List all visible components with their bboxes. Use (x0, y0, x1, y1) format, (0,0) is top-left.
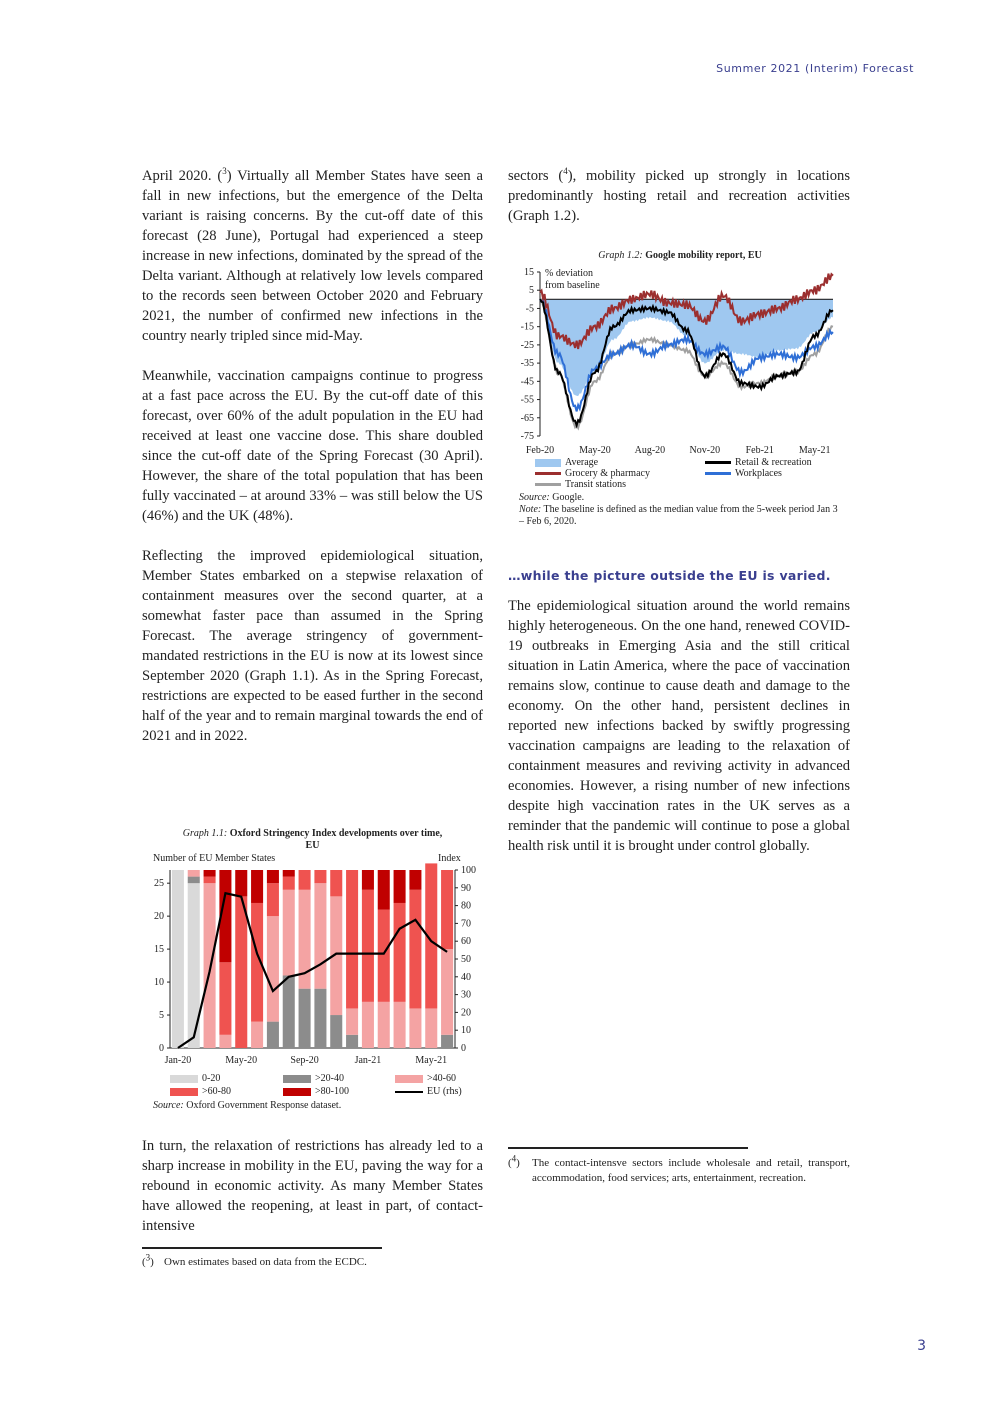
footnote-rule (142, 1247, 382, 1249)
y-tick-label: 5 (529, 285, 534, 297)
bar-segment (299, 989, 311, 1048)
bar-segment (362, 890, 374, 1002)
y-tick-label: 5 (159, 1010, 164, 1022)
paragraph: April 2020. ($^3$) Virtually all Member States have seen a fall in new infections, but the emergence of the Delta variant is raising concerns. By the cut-off date of this forecast (28 June), Portugal had experienced a steep increase in new infections, dominated by the spread of the Delta variant. Although at relatively low levels compared to the records seen between October 2020 and February 2021, the number of confirmed new infections in the country nearly tripled since mid-May. (142, 166, 483, 344)
bar-segment (283, 975, 295, 1048)
bar-segment (394, 1002, 406, 1048)
bar-segment (346, 1008, 358, 1034)
bar-segment (394, 903, 406, 1002)
legend-swatch (705, 472, 731, 475)
paragraph: sectors ($^4$), mobility picked up strongly in locations predominantly hosting retail and recreation activities (Graph 1.2). (508, 166, 850, 224)
y-tick-label: -75 (520, 431, 534, 442)
bar-segment (409, 890, 421, 1009)
y2-tick-label: 60 (461, 936, 471, 948)
bar-segment (219, 1035, 231, 1048)
legend-item: Workplaces (705, 468, 782, 480)
bar-segment (267, 1022, 279, 1048)
bar-segment (441, 870, 453, 949)
y2-tick-label: 80 (461, 900, 471, 912)
bar-segment (330, 870, 342, 896)
graph1-legend (170, 1073, 470, 1099)
graph1-title: Graph 1.1: Oxford Stringency Index developments over time, EU (182, 828, 443, 851)
running-header: Summer 2021 (Interim) Forecast (716, 62, 914, 75)
x-tick-label: Sep-20 (290, 1055, 319, 1066)
legend-item: Transit stations (535, 479, 626, 491)
legend-swatch (395, 1075, 423, 1083)
legend-swatch (395, 1091, 423, 1093)
y2-tick-label: 100 (461, 865, 476, 876)
graph2-chart (508, 266, 843, 456)
legend-swatch (170, 1088, 198, 1096)
x-tick-label: Jan-20 (164, 1055, 192, 1066)
bar-segment (394, 870, 406, 903)
footnote-ref[interactable]: 4 (563, 166, 568, 177)
y-tick-label: 20 (154, 911, 164, 923)
bar-segment (330, 1015, 342, 1048)
x-tick-label: Aug-20 (634, 445, 666, 456)
legend-item: EU (rhs) (395, 1086, 462, 1098)
graph1-source: Source: Oxford Government Response dataset. (153, 1100, 342, 1111)
graph2-title: Graph 1.2: Google mobility report, EU (598, 250, 762, 261)
legend-swatch (283, 1075, 311, 1083)
legend-swatch (283, 1088, 311, 1096)
bar-segment (283, 890, 295, 976)
bar-segment (267, 916, 279, 1021)
bar-segment (267, 883, 279, 916)
x-tick-label: May-20 (225, 1055, 258, 1066)
paragraph: Reflecting the improved epidemiological situation, Member States embarked on a stepwise relaxation of containment measures over the second quarter, at a somewhat faster pace than assumed in the Spring Forecast. The average stringency of government-mandated restrictions in the EU is now at its lowest since September 2020 (Graph 1.1). As in the Spring Forecast, restrictions are expected to be eased further in the second half of the year and to remain marginal towards the end of 2021 and in 2022. (142, 548, 483, 744)
y-tick-label: 15 (154, 944, 164, 956)
bar-segment (299, 870, 311, 890)
legend-swatch (170, 1075, 198, 1083)
bar-segment (235, 870, 247, 896)
graph1-chart (140, 862, 490, 1072)
bar-segment (219, 962, 231, 1035)
legend-item: >60-80 (170, 1086, 231, 1098)
graph1-left-axis-title: Number of EU Member States (153, 853, 276, 864)
bar-segment (409, 1008, 421, 1048)
bar-segment (378, 870, 390, 910)
legend-item: Grocery & pharmacy (535, 468, 650, 480)
bar-segment (378, 910, 390, 1002)
bar-segment (346, 870, 358, 1008)
legend-swatch (535, 459, 561, 467)
bar-segment (362, 870, 374, 890)
graph2-source: Source: Google. Note: The baseline is defined as the median value from the 5-week period Jan 3 – Feb 6, 2020. (519, 492, 838, 527)
legend-swatch (535, 472, 561, 475)
bar-segment (314, 870, 326, 883)
x-tick-label: May-21 (798, 445, 831, 456)
y2-tick-label: 50 (461, 954, 471, 965)
y2-tick-label: 40 (461, 971, 471, 983)
bar-segment (441, 949, 453, 1035)
graph1-right-axis-title: Index (438, 853, 461, 864)
bar-segment (441, 1035, 453, 1048)
bar-segment (378, 1002, 390, 1048)
y2-tick-label: 30 (461, 989, 471, 1001)
footnote-3: ($^3$) Own estimates based on data from the ECDC. (142, 1252, 367, 1268)
bar-segment (362, 1002, 374, 1048)
right-column (508, 166, 850, 246)
y2-tick-label: 70 (461, 918, 471, 930)
x-tick-label: Nov-20 (689, 445, 721, 456)
y-tick-label: 0 (159, 1043, 164, 1054)
y2-tick-label: 10 (461, 1025, 471, 1037)
bar-segment (251, 1022, 263, 1048)
footnote-ref[interactable]: 3 (222, 166, 227, 177)
legend-item: >40-60 (395, 1073, 456, 1085)
legend-item: >80-100 (283, 1086, 349, 1098)
graph2-axis-note: % deviation from baseline (545, 268, 600, 291)
y-tick-label: -65 (520, 412, 534, 424)
bar-segment (172, 870, 184, 1048)
legend-item: 0-20 (170, 1073, 220, 1085)
x-tick-label: Jan-21 (354, 1055, 382, 1066)
y2-tick-label: 20 (461, 1007, 471, 1019)
y-tick-label: -15 (520, 321, 534, 333)
x-tick-label: Feb-20 (525, 445, 555, 456)
y-tick-label: -55 (520, 394, 534, 406)
y-tick-label: 15 (524, 267, 534, 278)
y-tick-label: -25 (520, 339, 534, 351)
footnote-4: ($^4$) The contact-intensve sectors include wholesale and retail, transport, accommodation, food services; arts, entertainment, recreation. (508, 1153, 850, 1184)
bar-segment (204, 870, 216, 877)
left-column-bottom (142, 1136, 483, 1256)
bar-segment (204, 877, 216, 884)
bar-segment (188, 870, 200, 877)
paragraph: The epidemiological situation around the world remains highly heterogeneous. On the one hand, renewed COVID-19 outbreaks in Emerging Asia and the still critical situation in Latin America, where the pace of vaccination remains slow, continue to cause death and damage to the economy. On the other hand, persistent declines in reported new infections backed by swiftly progressing vaccination campaigns are leading to the relaxation of containment measures and reviving activity in advanced economies. However, a rising number of new infections despite high vaccination rates in the UK serves as a reminder that the pandemic will continue to pose a global health risk until it is brought under control globally. (508, 598, 850, 854)
y2-tick-label: 0 (461, 1043, 466, 1054)
graph2-legend (535, 457, 835, 493)
legend-swatch (535, 483, 561, 486)
legend-item: Average (535, 457, 598, 469)
bar-segment (283, 870, 295, 877)
page-number: 3 (917, 1338, 926, 1354)
section-heading: …while the picture outside the EU is varied. (508, 568, 831, 583)
right-column-lower (508, 596, 850, 876)
bar-segment (314, 989, 326, 1048)
y-tick-label: 25 (154, 878, 164, 890)
legend-item: >20-40 (283, 1073, 344, 1085)
bar-segment (204, 883, 216, 1048)
bar-segment (346, 1035, 358, 1048)
paragraph: Meanwhile, vaccination campaigns continue to progress at a fast pace across the EU. By the cut-off date of this forecast, over 60% of the adult population in the EU had received at least one vaccine dose. This share doubled since the cut-off date of the Spring Forecast (30 April). However, the share of the total population that has been fully vaccinated – at around 33% – was still below the US (46%) and the UK (48%). (142, 368, 483, 524)
bar-segment (283, 877, 295, 890)
x-tick-label: May-21 (415, 1055, 448, 1066)
legend-item: Retail & recreation (705, 457, 812, 469)
x-tick-label: Feb-21 (745, 445, 774, 456)
legend-swatch (705, 461, 731, 464)
paragraph: In turn, the relaxation of restrictions has already led to a sharp increase in mobility in the EU, paving the way for a rebound in economic activity. As many Member States have allowed the reopening, at least in part, of contact-intensive (142, 1138, 483, 1234)
y-tick-label: -45 (520, 376, 534, 388)
bar-segment (235, 896, 247, 1048)
bar-segment (425, 1008, 437, 1048)
bar-segment (188, 877, 200, 884)
y-tick-label: -35 (520, 358, 534, 370)
y2-tick-label: 90 (461, 882, 471, 894)
bar-segment (409, 870, 421, 890)
bar-segment (267, 870, 279, 883)
bar-segment (251, 870, 263, 903)
left-column (142, 166, 483, 766)
bar-segment (314, 883, 326, 988)
eu-index-line (178, 893, 447, 1048)
y-tick-label: 10 (154, 977, 164, 989)
y-tick-label: -5 (525, 303, 534, 315)
footnote-rule (508, 1147, 748, 1149)
x-tick-label: May-20 (579, 445, 611, 456)
